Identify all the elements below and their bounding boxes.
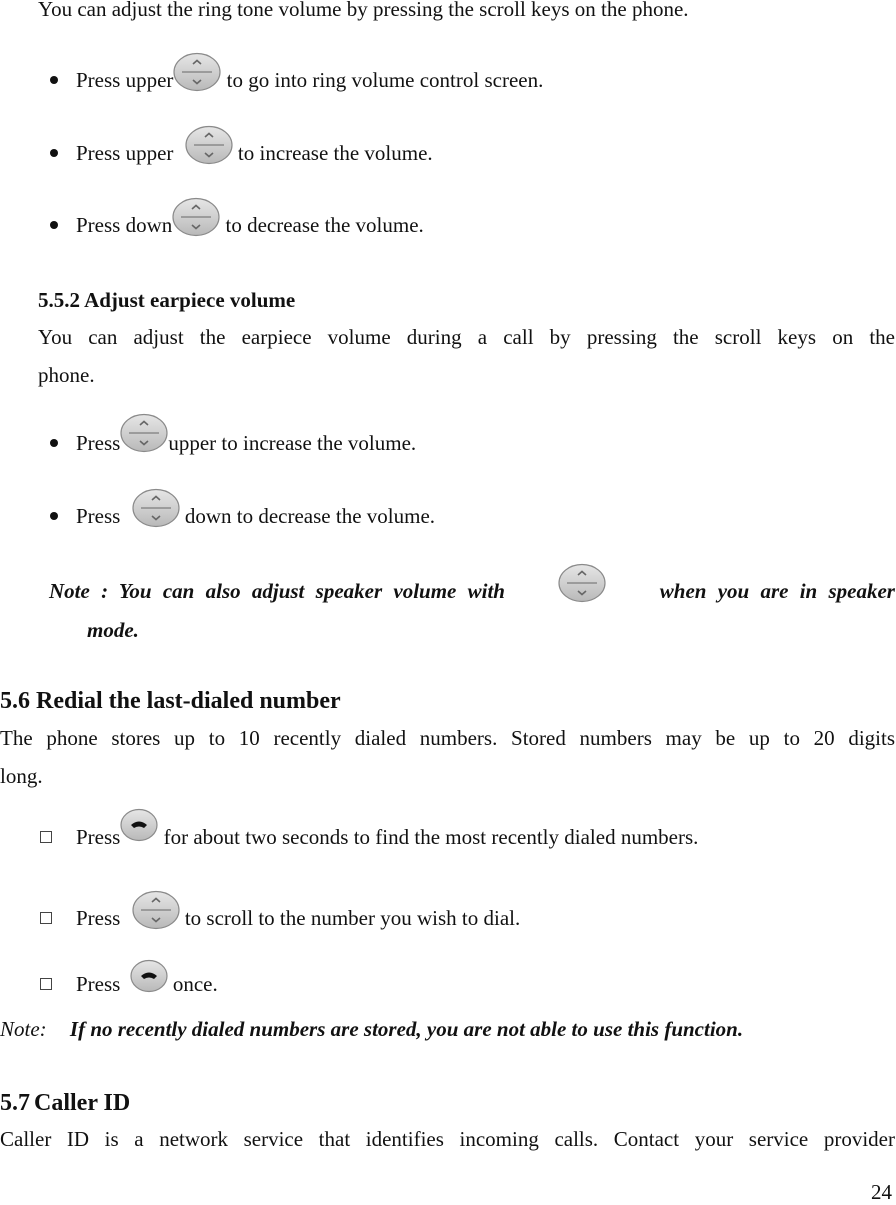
scroll-key-icon	[172, 197, 220, 237]
section-56-para-line2: long.	[0, 764, 43, 788]
scroll-key-icon	[120, 413, 168, 453]
bullet-text: Press	[76, 503, 126, 528]
intro-line: You can adjust the ring tone volume by pressing the scroll keys on the phone.	[38, 0, 689, 21]
step-text: to scroll to the number you wish to dial.	[179, 905, 521, 930]
section-552-para-line2: phone.	[38, 363, 95, 387]
step-text: Press	[76, 971, 126, 996]
bullet-dot	[50, 149, 58, 157]
note-text: Note : You can also adjust speaker volume with	[49, 578, 505, 603]
call-key-icon	[130, 959, 168, 993]
section-57-heading	[0, 1090, 130, 1117]
scroll-key-icon	[132, 488, 180, 528]
earpiece-bullet-2	[50, 498, 435, 538]
step-checkbox	[40, 978, 52, 990]
step-checkbox	[40, 912, 52, 924]
bullet-text: to go into ring volume control screen.	[221, 67, 544, 92]
bullet-text: Press	[76, 430, 121, 455]
earpiece-bullet-1	[50, 425, 416, 465]
step-text: once.	[167, 971, 218, 996]
redial-step-3	[40, 969, 218, 1003]
speaker-note	[49, 571, 895, 611]
ring-bullet-2	[50, 135, 433, 175]
redial-step-1	[40, 822, 698, 856]
bullet-text: Press down	[76, 212, 173, 237]
scroll-key-icon	[558, 563, 606, 603]
ring-bullet-1	[50, 62, 543, 102]
bullet-dot	[50, 439, 58, 447]
scroll-key-icon	[132, 890, 180, 930]
step-checkbox	[40, 831, 52, 843]
section-56-heading: 5.6 Redial the last-dialed number	[0, 688, 341, 714]
section-552-heading: 5.5.2 Adjust earpiece volume	[38, 288, 296, 312]
bullet-text: Press upper	[76, 67, 174, 92]
bullet-text: to increase the volume.	[232, 140, 433, 165]
heading-number: 5.7	[0, 1090, 30, 1116]
note-text: If no recently dialed numbers are stored, you are not able to use this function.	[69, 1017, 744, 1041]
page-number: 24	[871, 1180, 892, 1204]
bullet-dot	[50, 221, 58, 229]
step-text: Press	[76, 824, 121, 849]
bullet-text: to decrease the volume.	[220, 212, 424, 237]
bullet-text: Press upper	[76, 140, 179, 165]
scroll-key-icon	[185, 125, 233, 165]
redial-note	[0, 1017, 743, 1042]
scroll-key-icon	[173, 52, 221, 92]
ring-bullet-3	[50, 207, 424, 247]
heading-text: Caller ID	[34, 1090, 131, 1116]
note-label: Note:	[0, 1017, 47, 1041]
section-552-para-line1: You can adjust the earpiece volume during a call by pressing the scroll keys on the	[38, 325, 895, 349]
section-57-para-line1: Caller ID is a network service that identifies incoming calls. Contact your service provider	[0, 1127, 895, 1151]
note-text: when you are in speaker	[659, 578, 895, 603]
bullet-text: upper to increase the volume.	[168, 430, 417, 455]
step-text: Press	[76, 905, 126, 930]
bullet-dot	[50, 76, 58, 84]
bullet-text: down to decrease the volume.	[179, 503, 436, 528]
section-56-para-line1: The phone stores up to 10 recently dialed numbers. Stored numbers may be up to 20 digits	[0, 726, 895, 750]
redial-step-2	[40, 900, 520, 940]
bullet-dot	[50, 512, 58, 520]
call-key-icon	[120, 808, 158, 842]
speaker-note-line2: mode.	[87, 618, 139, 642]
step-text: for about two seconds to find the most recently dialed numbers.	[158, 824, 699, 849]
